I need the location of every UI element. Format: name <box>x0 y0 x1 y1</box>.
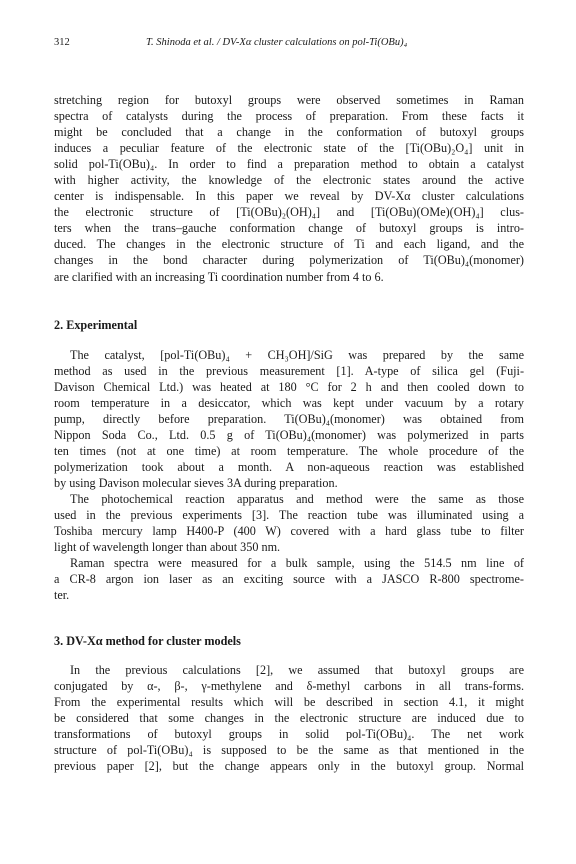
text-line: the electronic structure of [Ti(OBu)₂(OH)₄] and [Ti(OBu)(OMe)(OH)₄] clus- <box>54 205 524 220</box>
text-line: used in the previous experiments [3]. The reaction tube was illuminated using a <box>54 508 524 523</box>
text-line: transformations of butoxyl groups in solid pol-Ti(OBu)₄. The net work <box>54 727 524 742</box>
text-line: The catalyst, [pol-Ti(OBu)₄ + CH₃OH]/SiG was prepared by the same <box>70 348 524 362</box>
text-line: ter. <box>54 588 70 603</box>
text-line: polymerization took about a month. A non-aqueous reaction was established <box>54 460 524 475</box>
text-line: are clarified with an increasing Ti coordination number from 4 to 6. <box>54 269 384 284</box>
section-3-paragraph-1 <box>54 662 524 774</box>
text-line: The photochemical reaction apparatus and method were the same as those <box>70 492 524 506</box>
text-line: Toshiba mercury lamp H400-P (400 W) covered with a hard glass tube to filter <box>54 524 524 539</box>
text-line: room temperature in a desiccator, which was kept under vacuum by a rotary <box>54 396 524 411</box>
section-2-heading: 2. Experimental <box>54 318 138 332</box>
text-line: Nippon Soda Co., Ltd. 0.5 g of Ti(OBu)₄(monomer) was polymerized in parts <box>54 428 524 443</box>
text-line: Davison Chemical Ltd.) was heated at 180 °C for 2 h and then cooled down to <box>54 380 524 395</box>
text-line: changes in the bond character during polymerization of Ti(OBu)₄(monomer) <box>54 253 524 268</box>
text-line: From the experimental results which will be described in section 4.1, it might <box>54 695 524 710</box>
text-line: by using Davison molecular sieves 3A during preparation. <box>54 476 338 491</box>
text-line: light of wavelength longer than about 350 nm. <box>54 540 281 555</box>
section-2-paragraph-2 <box>54 491 524 555</box>
text-line: center is indispensable. In this paper we reveal by DV-Xα cluster calculations <box>54 189 524 204</box>
text-line: previous paper [2], but the change appears only in the butoxyl group. Normal <box>54 759 524 774</box>
text-line: induces a peculiar feature of the electronic state of the [Ti(OBu)₂O₄] unit in <box>54 141 524 156</box>
text-line: duced. The changes in the electronic structure of Ti and each ligand, and the <box>54 237 524 252</box>
text-line: with higher activity, the knowledge of the electronic states around the active <box>54 173 524 188</box>
text-line: conjugated by α-, β-, γ-methylene and δ-methyl carbons in all trans-forms. <box>54 679 524 694</box>
text-line: In the previous calculations [2], we assumed that butoxyl groups are <box>70 663 524 677</box>
running-title: T. Shinoda et al. / DV-Xα cluster calculations on pol-Ti(OBu)₄ <box>146 37 408 48</box>
text-line: stretching region for butoxyl groups were observed sometimes in Raman <box>54 93 524 107</box>
section-2-paragraph-1 <box>54 347 524 491</box>
section-3-heading: 3. DV-Xα method for cluster models <box>54 634 241 648</box>
text-line: method as used in the previous measurement [1]. A-type of silica gel (Fuji- <box>54 364 524 379</box>
page-number: 312 <box>54 37 70 48</box>
text-line: spectra of catalysts during the process of preparation. From these facts it <box>54 109 524 124</box>
text-line: ters when the trans–gauche conformation change of butoxyl groups is intro- <box>54 221 524 236</box>
section-2-paragraph-3 <box>54 555 524 603</box>
text-line: be considered that some changes in the electronic structure are induced due to <box>54 711 524 726</box>
text-line: Raman spectra were measured for a bulk sample, using the 514.5 nm line of <box>70 556 524 570</box>
text-line: pump, directly before preparation. Ti(OBu)₄(monomer) was obtained from <box>54 412 524 427</box>
text-line: solid pol-Ti(OBu)₄. In order to find a preparation method to obtain a catalyst <box>54 157 524 172</box>
text-line: might be concluded that a change in the conformation of butoxyl groups <box>54 125 524 140</box>
intro-paragraph <box>54 92 524 285</box>
text-line: a CR-8 argon ion laser as an exciting source with a JASCO R-800 spectrome- <box>54 572 524 587</box>
text-line: ten times (not at one time) at room temperature. The whole procedure of the <box>54 444 524 459</box>
text-line: structure of pol-Ti(OBu)₄ is supposed to be the same as that mentioned in the <box>54 743 524 758</box>
